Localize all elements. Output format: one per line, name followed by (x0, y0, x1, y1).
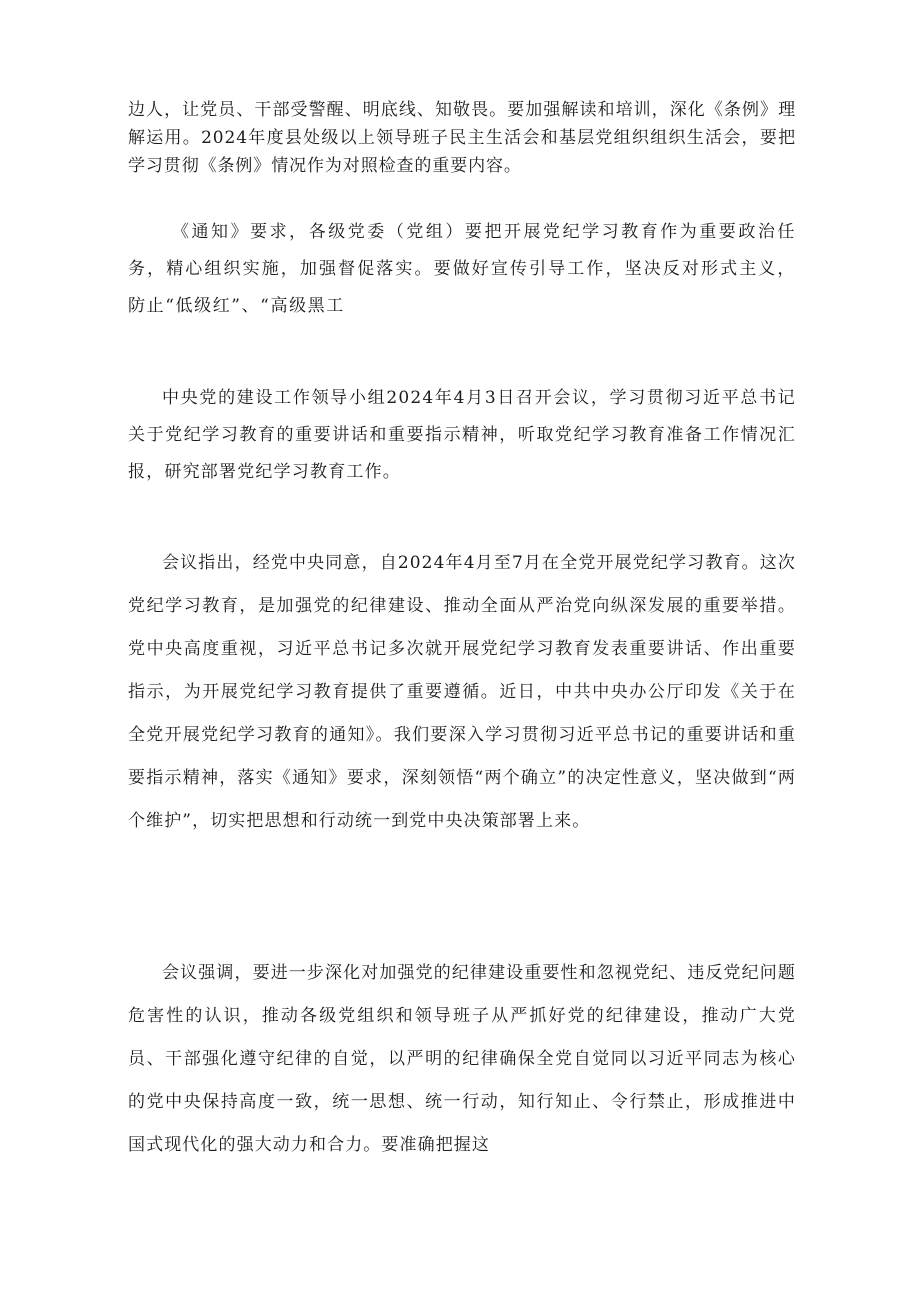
paragraph-2: 《通知》要求，各级党委（党组）要把开展党纪学习教育作为重要政治任务，精心组织实施，加强督促落实。要做好宣传引导工作，坚决反对形式主义，防止“低级红”、“高级黑工 (128, 222, 796, 316)
paragraph-1: 边人，让党员、干部受警醒、明底线、知敬畏。要加强解读和培训，深化《条例》理解运用。2024年度县处级以上领导班子民主生活会和基层党组织组织生活会，要把学习贯彻《条例》情况作为对照检查的重要内容。 (128, 100, 796, 176)
paragraph-3: 中央党的建设工作领导小组2024年4月3日召开会议，学习贯彻习近平总书记关于党纪学习教育的重要讲话和重要指示精神，听取党纪学习教育准备工作情况汇报，研究部署党纪学习教育工作。 (128, 388, 796, 482)
paragraph-4: 会议指出，经党中央同意，自2024年4月至7月在全党开展党纪学习教育。这次党纪学习教育，是加强党的纪律建设、推动全面从严治党向纵深发展的重要举措。党中央高度重视，习近平总书记多次就开展党纪学习教育发表重要讲话、作出重要指示，为开展党纪学习教育提供了重要遵循。近日，中共中央办公厅印发《关于在全党开展党纪学习教育的通知》。我们要深入学习贯彻习近平总书记的重要讲话和重要指示精神，落实《通知》要求，深刻领悟“两个确立”的决定性意义，坚决做到“两个维护”，切实把思想和行动统一到党中央决策部署上来。 (128, 553, 796, 831)
paragraph-5: 会议强调，要进一步深化对加强党的纪律建设重要性和忽视党纪、违反党纪问题危害性的认识，推动各级党组织和领导班子从严抓好党的纪律建设，推动广大党员、干部强化遵守纪律的自觉，以严明的纪律确保全党自觉同以习近平同志为核心的党中央保持高度一致，统一思想、统一行动，知行知止、令行禁止，形成推进中国式现代化的强大动力和合力。要准确把握这 (128, 963, 796, 1155)
